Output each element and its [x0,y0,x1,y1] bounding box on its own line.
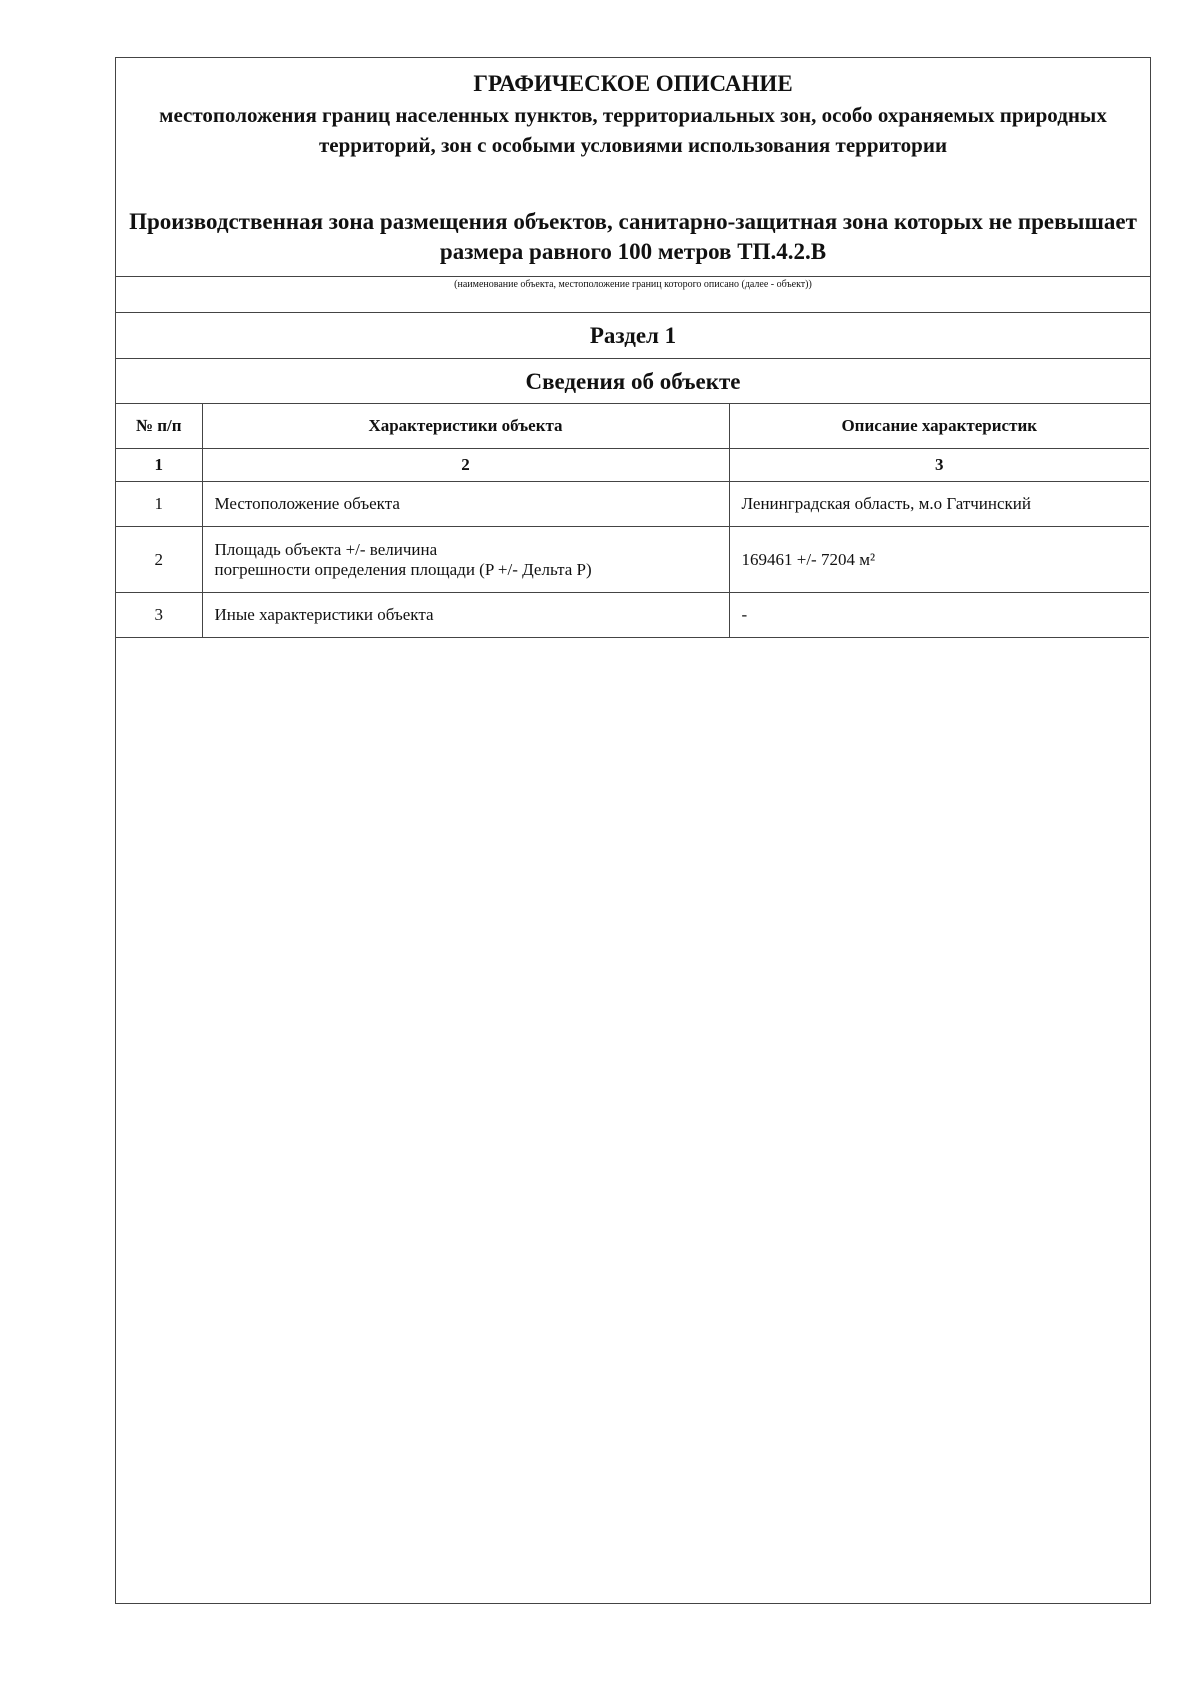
row-description: - [729,593,1149,638]
row-characteristic [202,482,729,527]
row-characteristic [202,527,729,593]
row-number: 3 [116,593,202,638]
table-header-row [116,404,1149,449]
column-number: 1 [116,449,202,482]
object-caption: (наименование объекта, местоположение границ которого описано (далее - объект)) [454,279,812,290]
table-row [116,527,1149,593]
object-name: Производственная зона размещения объектов, санитарно-защитная зона которых не превышает размера равного 100 метров ТП.4.2.В [129,209,1137,264]
characteristic-line: Местоположение объекта [214,494,400,513]
characteristic-line: Площадь объекта +/- величина [214,539,438,559]
column-number: 3 [729,449,1149,482]
column-number: 2 [202,449,729,482]
document-subtitle: местоположения границ населенных пунктов, территориальных зон, особо охраняемых природных территорий, зон с особыми условиями использования территории [159,103,1107,157]
row-description: 169461 +/- 7204 м² [729,527,1149,593]
divider [116,358,1150,359]
table-row [116,482,1149,527]
row-number: 1 [116,482,202,527]
section-title: Раздел 1 [589,323,677,348]
table-row [116,593,1149,638]
characteristic-line: погрешности определения площади (P +/- Дельта P) [214,559,592,579]
characteristic-line: Иные характеристики объекта [214,605,434,624]
section-subtitle: Сведения об объекте [525,369,741,394]
document-sheet [115,57,1151,1604]
column-header: Описание характеристик [729,404,1149,449]
row-number: 2 [116,527,202,593]
document-header [116,58,1150,276]
row-description: Ленинградская область, м.о Гатчинский [729,482,1149,527]
object-info-table [116,404,1149,638]
column-number-row [116,449,1149,482]
divider [116,312,1150,313]
document-title: ГРАФИЧЕСКОЕ ОПИСАНИЕ [473,71,793,96]
row-characteristic [202,593,729,638]
column-header: Характеристики объекта [202,404,729,449]
column-header: № п/п [116,404,202,449]
